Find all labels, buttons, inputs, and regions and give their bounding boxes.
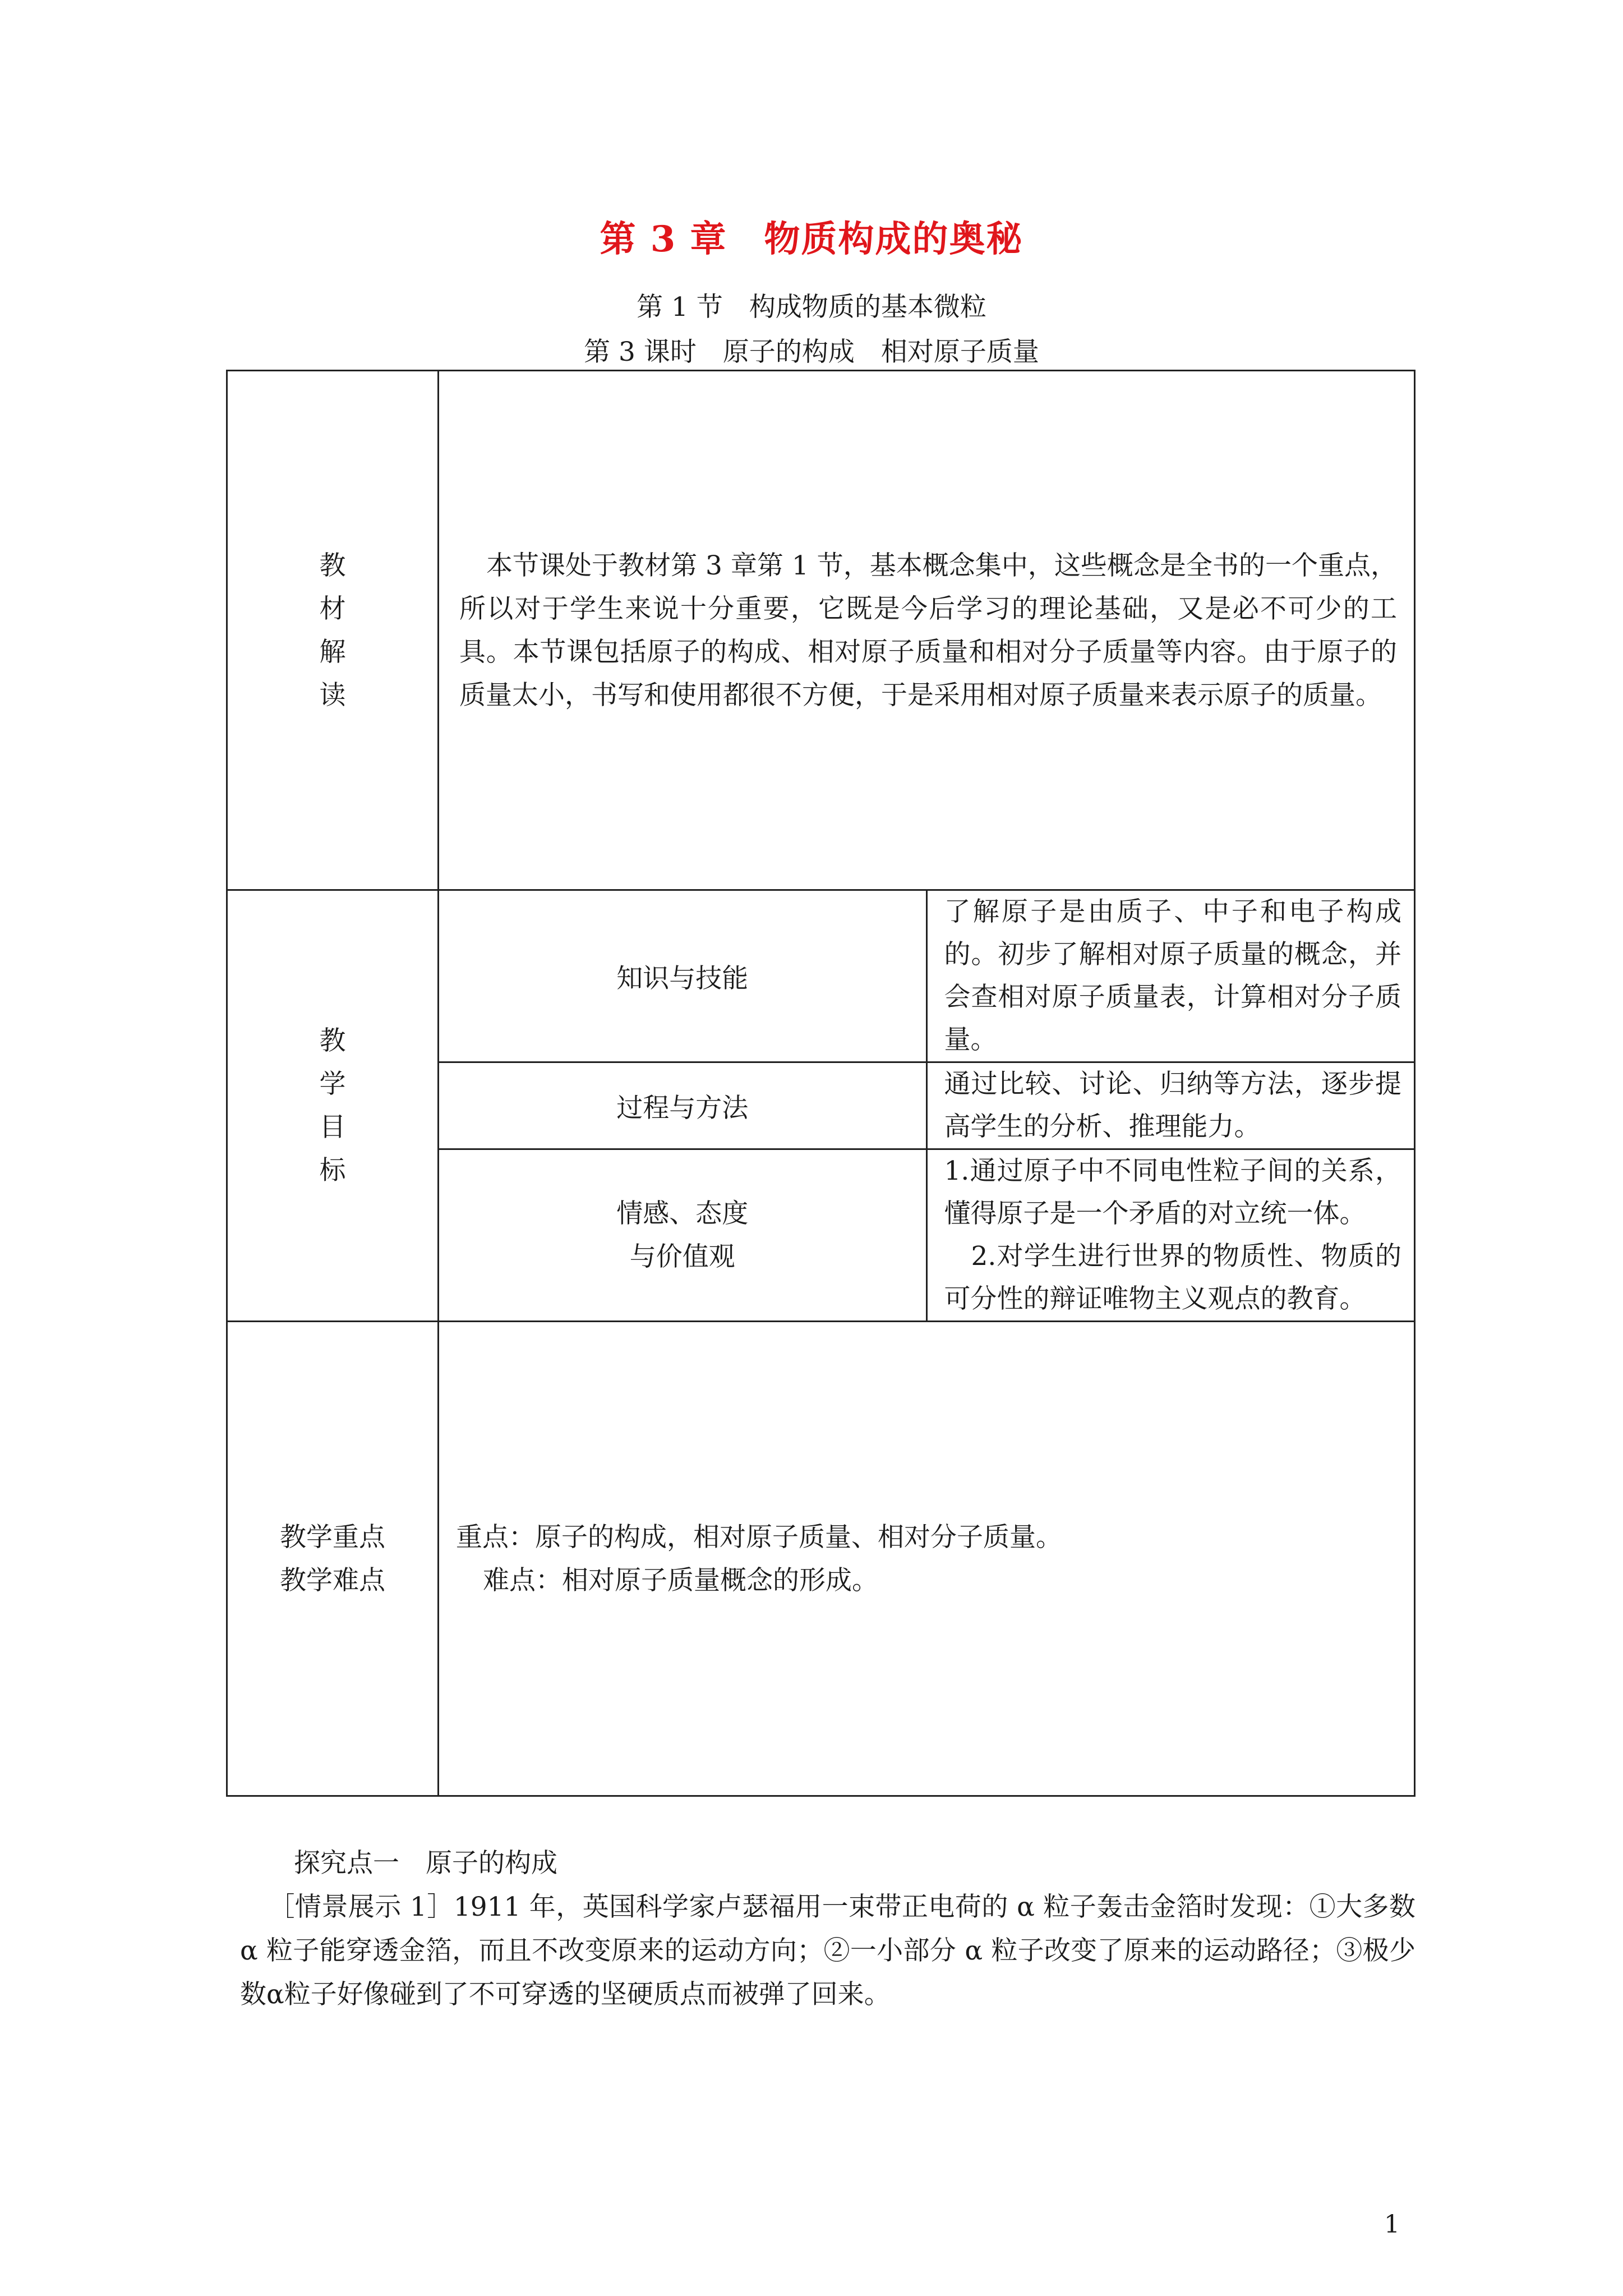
category-line: 教学重点 — [280, 1521, 385, 1553]
table-row-goal-knowledge — [227, 890, 1415, 1062]
category-char: 学 — [319, 1069, 346, 1099]
scenario-text: ［情景展示 1］1911 年，英国科学家卢瑟福用一束带正电荷的 α 粒子轰击金箔时发现：①大多数 α 粒子能穿透金箔，而且不改变原来的运动方向；②一小部分 α 粒子改变了原来的运动路径；③极少数α粒子好像碰到了不可穿透的坚硬质点而被弹了回来。 — [240, 1892, 1415, 2010]
goal-label-attitude — [439, 1149, 927, 1322]
lesson-plan-table — [226, 370, 1415, 1797]
goal-content-process — [926, 1062, 1415, 1149]
section-title: 第 1 节 构成物质的基本微粒 — [637, 292, 986, 323]
category-char: 教 — [319, 1025, 346, 1056]
goal-label-knowledge: 知识与技能 — [439, 890, 927, 1062]
goal-text: 了解原子是由质子、中子和电子构成的。初步了解相对原子质量的概念，并会查相对原子质量表，计算相对分子质量。 — [944, 896, 1401, 1055]
page-number: 1 — [1384, 2210, 1400, 2239]
table-row-focus-difficulty — [227, 1322, 1415, 1796]
goal-label-line: 与价值观 — [629, 1241, 735, 1272]
category-char: 目 — [319, 1112, 346, 1143]
key-point-text: 重点：原子的构成，相对原子质量、相对分子质量。 — [456, 1521, 1062, 1553]
goal-text: 1.通过原子中不同电性粒子间的关系，懂得原子是一个矛盾的对立统一体。 — [944, 1156, 1401, 1229]
category-char: 标 — [319, 1155, 346, 1186]
goal-label-process: 过程与方法 — [439, 1062, 927, 1149]
inquiry-heading-text: 探究点一 原子的构成 — [294, 1848, 557, 1879]
textbook-reading-text: 本节课处于教材第 3 章第 1 节，基本概念集中，这些概念是全书的一个重点，所以对于学生来说十分重要，它既是今后学习的理论基础，又是必不可少的工具。本节课包括原子的构成、相对原子质量和相对分子质量等内容。由于原子的质量太小，书写和使用都很不方便，于是采用相对原子质量来表示原子的质量。 — [459, 550, 1397, 711]
category-cell-focus-difficulty — [227, 1322, 439, 1796]
goal-content-knowledge — [926, 890, 1415, 1062]
lesson-title: 第 3 课时 原子的构成 相对原子质量 — [584, 337, 1039, 367]
category-cell-teaching-goals — [227, 890, 439, 1322]
content-cell-textbook-reading — [439, 371, 1415, 890]
category-char: 教 — [319, 550, 346, 581]
goal-text: 2.对学生进行世界的物质性、物质的可分性的辩证唯物主义观点的教育。 — [944, 1241, 1401, 1314]
goal-text: 通过比较、讨论、归纳等方法，逐步提高学生的分析、推理能力。 — [944, 1069, 1401, 1142]
category-char: 读 — [319, 679, 346, 711]
chapter-title: 第 3 章 物质构成的奥秘 — [600, 218, 1023, 260]
category-line: 教学难点 — [280, 1565, 385, 1596]
difficulty-text: 难点：相对原子质量概念的形成。 — [483, 1565, 878, 1596]
scenario-paragraph — [240, 1885, 1415, 2017]
inquiry-heading — [240, 1842, 1415, 1885]
category-char: 材 — [319, 593, 346, 624]
category-char: 解 — [319, 636, 346, 668]
goal-content-attitude — [926, 1149, 1415, 1322]
table-row-textbook-reading — [227, 371, 1415, 890]
content-cell-focus-difficulty — [439, 1322, 1415, 1796]
category-cell-textbook-reading — [227, 371, 439, 890]
goal-label-line: 情感、态度 — [616, 1198, 749, 1229]
